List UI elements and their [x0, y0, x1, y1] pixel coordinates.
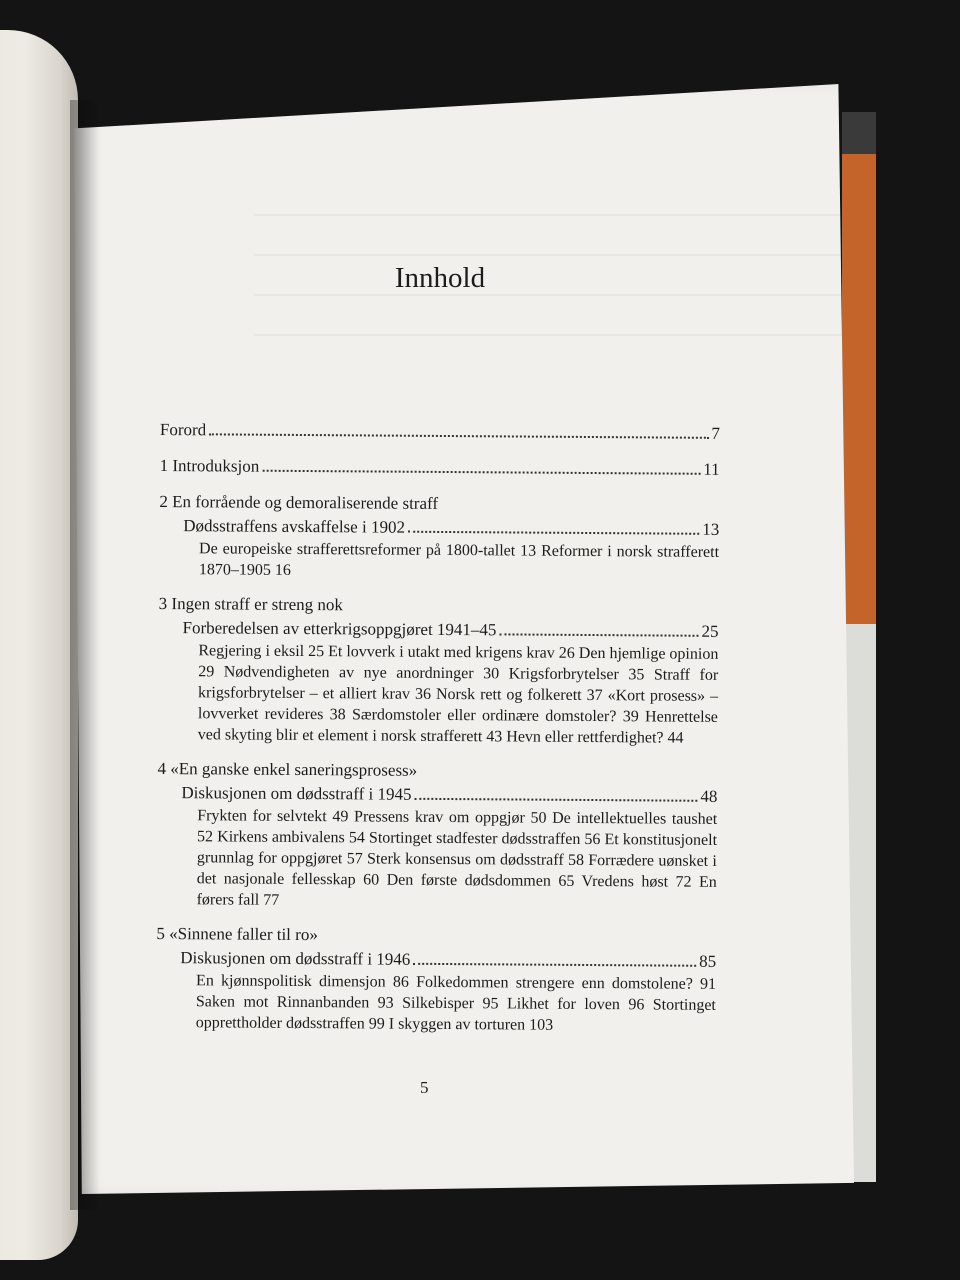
table-of-contents — [156, 418, 720, 1049]
chapter-heading: 3 Ingen straff er streng nok — [158, 593, 344, 615]
chapter-heading: 4 «En ganske enkel saneringsprosess» — [157, 758, 418, 780]
page-number: 5 — [420, 1078, 429, 1097]
chapter-heading: 2 En forrående og demoraliserende straff — [159, 491, 439, 513]
toc-entry-chapter-4 — [157, 757, 718, 914]
toc-page-number: 48 — [700, 786, 718, 806]
dot-leader — [499, 633, 698, 636]
toc-page-number: 85 — [699, 951, 717, 971]
toc-entry-chapter-5 — [156, 922, 717, 1037]
toc-entry-forord — [160, 418, 720, 446]
toc-page-number: 13 — [702, 519, 720, 539]
book-cover-spine — [842, 154, 876, 624]
chapter-topics: En kjønnspolitisk dimensjon 86 Folkedommen strengere enn domstolene? 91 Saken mot Rinnanbanden 93 Silkebisper 95 Likhet for loven 96 Stortinget opprettholder dødsstraffen 99 I skyggen av torturen 103 — [195, 972, 717, 1034]
show-through-line — [254, 334, 894, 336]
toc-entry-chapter-2 — [159, 490, 720, 584]
toc-entry-chapter-1 — [160, 454, 720, 482]
dot-leader — [262, 470, 700, 475]
book-cover-top — [842, 112, 876, 154]
chapter-topics: De europeiske strafferettsreformer på 1800-tallet 13 Reformer i norsk strafferett 1870–1905 16 — [198, 540, 720, 579]
toc-entry-chapter-3 — [158, 592, 719, 749]
toc-line-text: Dødsstraffens avskaffelse i 1902 — [183, 516, 406, 537]
toc-line — [160, 418, 720, 446]
toc-line-text: 1 Introduksjon — [159, 455, 260, 476]
spine-shadow — [70, 100, 100, 1210]
dot-leader — [209, 433, 708, 438]
toc-line-text: Diskusjonen om dødsstraff i 1946 — [180, 948, 411, 969]
chapter-topics: Frykten for selvtekt 49 Pressens krav om oppgjør 50 De intellektuelles taushet 52 Kirkens ambivalens 54 Stortinget stadfester dødsstraffen 56 Et konstitusjonelt grunnlag for oppgjøret 57 Sterk konsensus om dødsstraff 58 Forrædere uønsket i det nasjonale fellesskap 60 Den første dødsdommen 65 Vredens høst 72 En førers fall 77 — [196, 807, 718, 909]
toc-line-text: Forord — [159, 419, 207, 440]
toc-line-text: Diskusjonen om dødsstraff i 1945 — [181, 783, 412, 804]
show-through-line — [254, 214, 894, 216]
dot-leader — [414, 798, 697, 802]
dot-leader — [408, 531, 699, 535]
page-title: Innhold — [394, 262, 486, 294]
show-through-line — [254, 254, 894, 256]
toc-page-number: 11 — [703, 459, 720, 479]
toc-line — [160, 454, 720, 482]
toc-page-number: 25 — [701, 621, 719, 641]
left-page-edge — [0, 30, 78, 1260]
toc-line-text: Forberedelsen av etterkrigsoppgjøret 1941–45 — [182, 618, 497, 640]
chapter-heading: 5 «Sinnene faller til ro» — [156, 923, 318, 945]
dot-leader — [413, 963, 696, 967]
toc-page-number: 7 — [711, 423, 720, 443]
chapter-topics: Regjering i eksil 25 Et lovverk i utakt med krigens krav 26 Den hjemlige opinion 29 Nødvendigheten av nye anordninger 30 Krigsforbrytelser 35 Straff for krigsforbrytelser – et alliert krav 36 Norsk rett og folkerett 37 «Kort prosess» – lovverket revideres 38 Særdomstoler eller ordinære domstoler? 39 Henrettelse ved skyting blir et element i norsk strafferett 43 Hevn eller rettferdighet? 44 — [197, 642, 719, 747]
